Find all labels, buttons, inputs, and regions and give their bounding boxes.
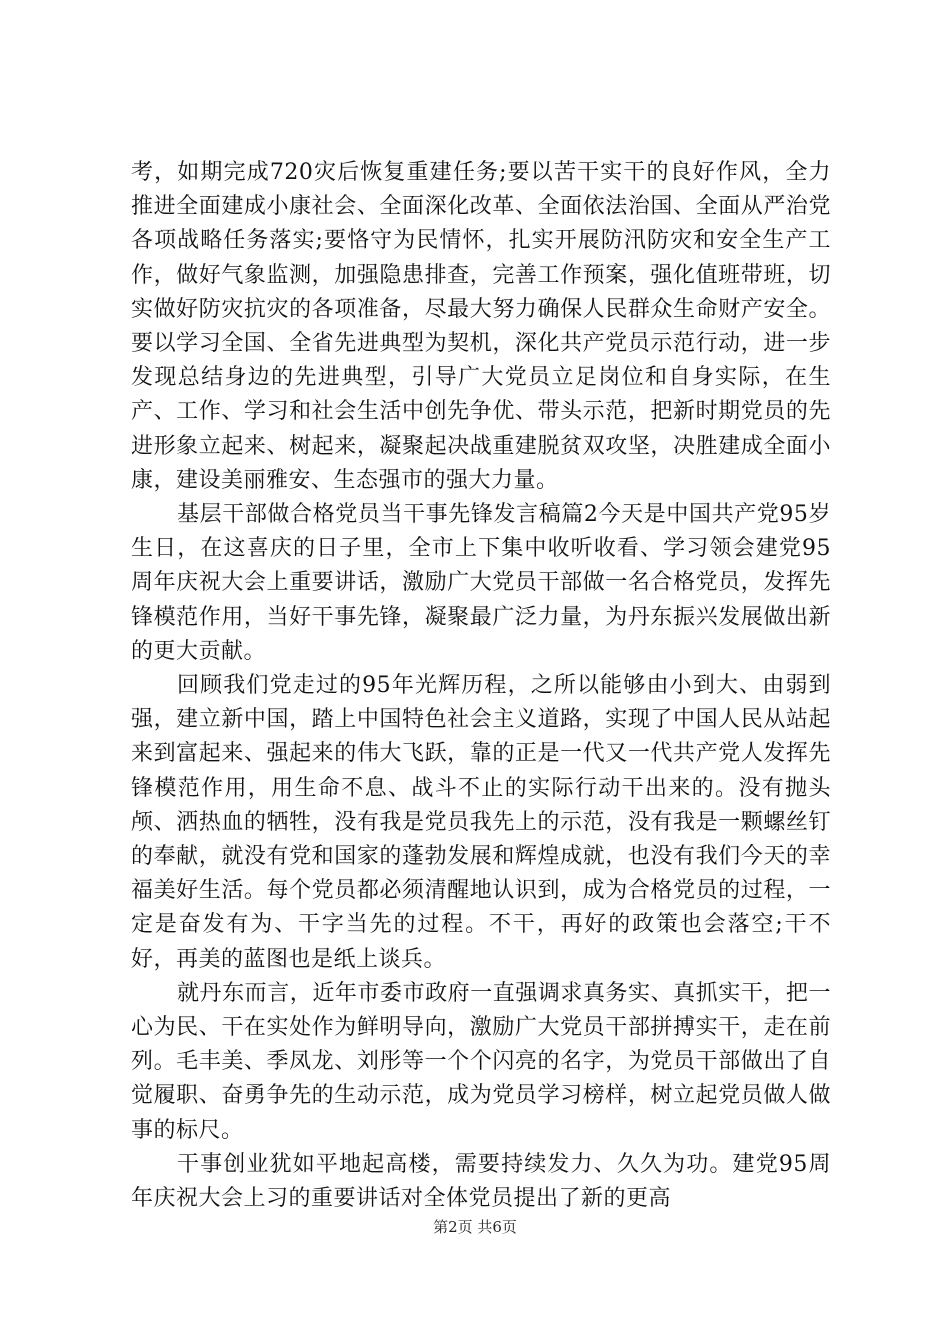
paragraph-3: 回顾我们党走过的95年光辉历程，之所以能够由小到大、由弱到强，建立新中国，踏上中国特色社会主义道路，实现了中国人民从站起来到富起来、强起来的伟大飞跃，靠的正是一代又一代共产党人发挥先锋模范作用，用生命不息、战斗不止的实际行动干出来的。没有抛头颅、洒热血的牺牲，没有我是党员我先上的示范，没有我是一颗螺丝钉的奉献，就没有党和国家的蓬勃发展和辉煌成就，也没有我们今天的幸福美好生活。每个党员都必须清醒地认识到，成为合格党员的过程，一定是奋发有为、干字当先的过程。不干，再好的政策也会落空;干不好，再美的蓝图也是纸上谈兵。 [131, 673, 831, 972]
document-body [131, 156, 831, 1216]
paragraph-2: 基层干部做合格党员当干事先锋发言稿篇2今天是中国共产党95岁生日，在这喜庆的日子里，全市上下集中收听收看、学习领会建党95周年庆祝大会上重要讲话，激励广大党员干部做一名合格党员，发挥先锋模范作用，当好干事先锋，凝聚最广泛力量，为丹东振兴发展做出新的更大贡献。 [131, 502, 831, 664]
page-footer: 第2页 共6页 [433, 1218, 517, 1236]
paragraph-1: 考，如期完成720灾后恢复重建任务;要以苦干实干的良好作风，全力推进全面建成小康社会、全面深化改革、全面依法治国、全面从严治党各项战略任务落实;要恪守为民情怀，扎实开展防汛防灾和安全生产工作，做好气象监测，加强隐患排查，完善工作预案，强化值班带班，切实做好防灾抗灾的各项准备，尽最大努力确保人民群众生命财产安全。要以学习全国、全省先进典型为契机，深化共产党员示范行动，进一步发现总结身边的先进典型，引导广大党员立足岗位和自身实际，在生产、工作、学习和社会生活中创先争优、带头示范，把新时期党员的先进形象立起来、树起来，凝聚起决战重建脱贫双攻坚，决胜建成全面小康，建设美丽雅安、生态强市的强大力量。 [131, 160, 831, 493]
paragraph-5: 干事创业犹如平地起高楼，需要持续发力、久久为功。建党95周年庆祝大会上习的重要讲话对全体党员提出了新的更高 [131, 1151, 831, 1212]
paragraph-4: 就丹东而言，近年市委市政府一直强调求真务实、真抓实干，把一心为民、干在实处作为鲜明导向，激励广大党员干部拼搏实干，走在前列。毛丰美、季凤龙、刘彤等一个个闪亮的名字，为党员干部做出了自觉履职、奋勇争先的生动示范，成为党员学习榜样，树立起党员做人做事的标尺。 [131, 980, 831, 1143]
